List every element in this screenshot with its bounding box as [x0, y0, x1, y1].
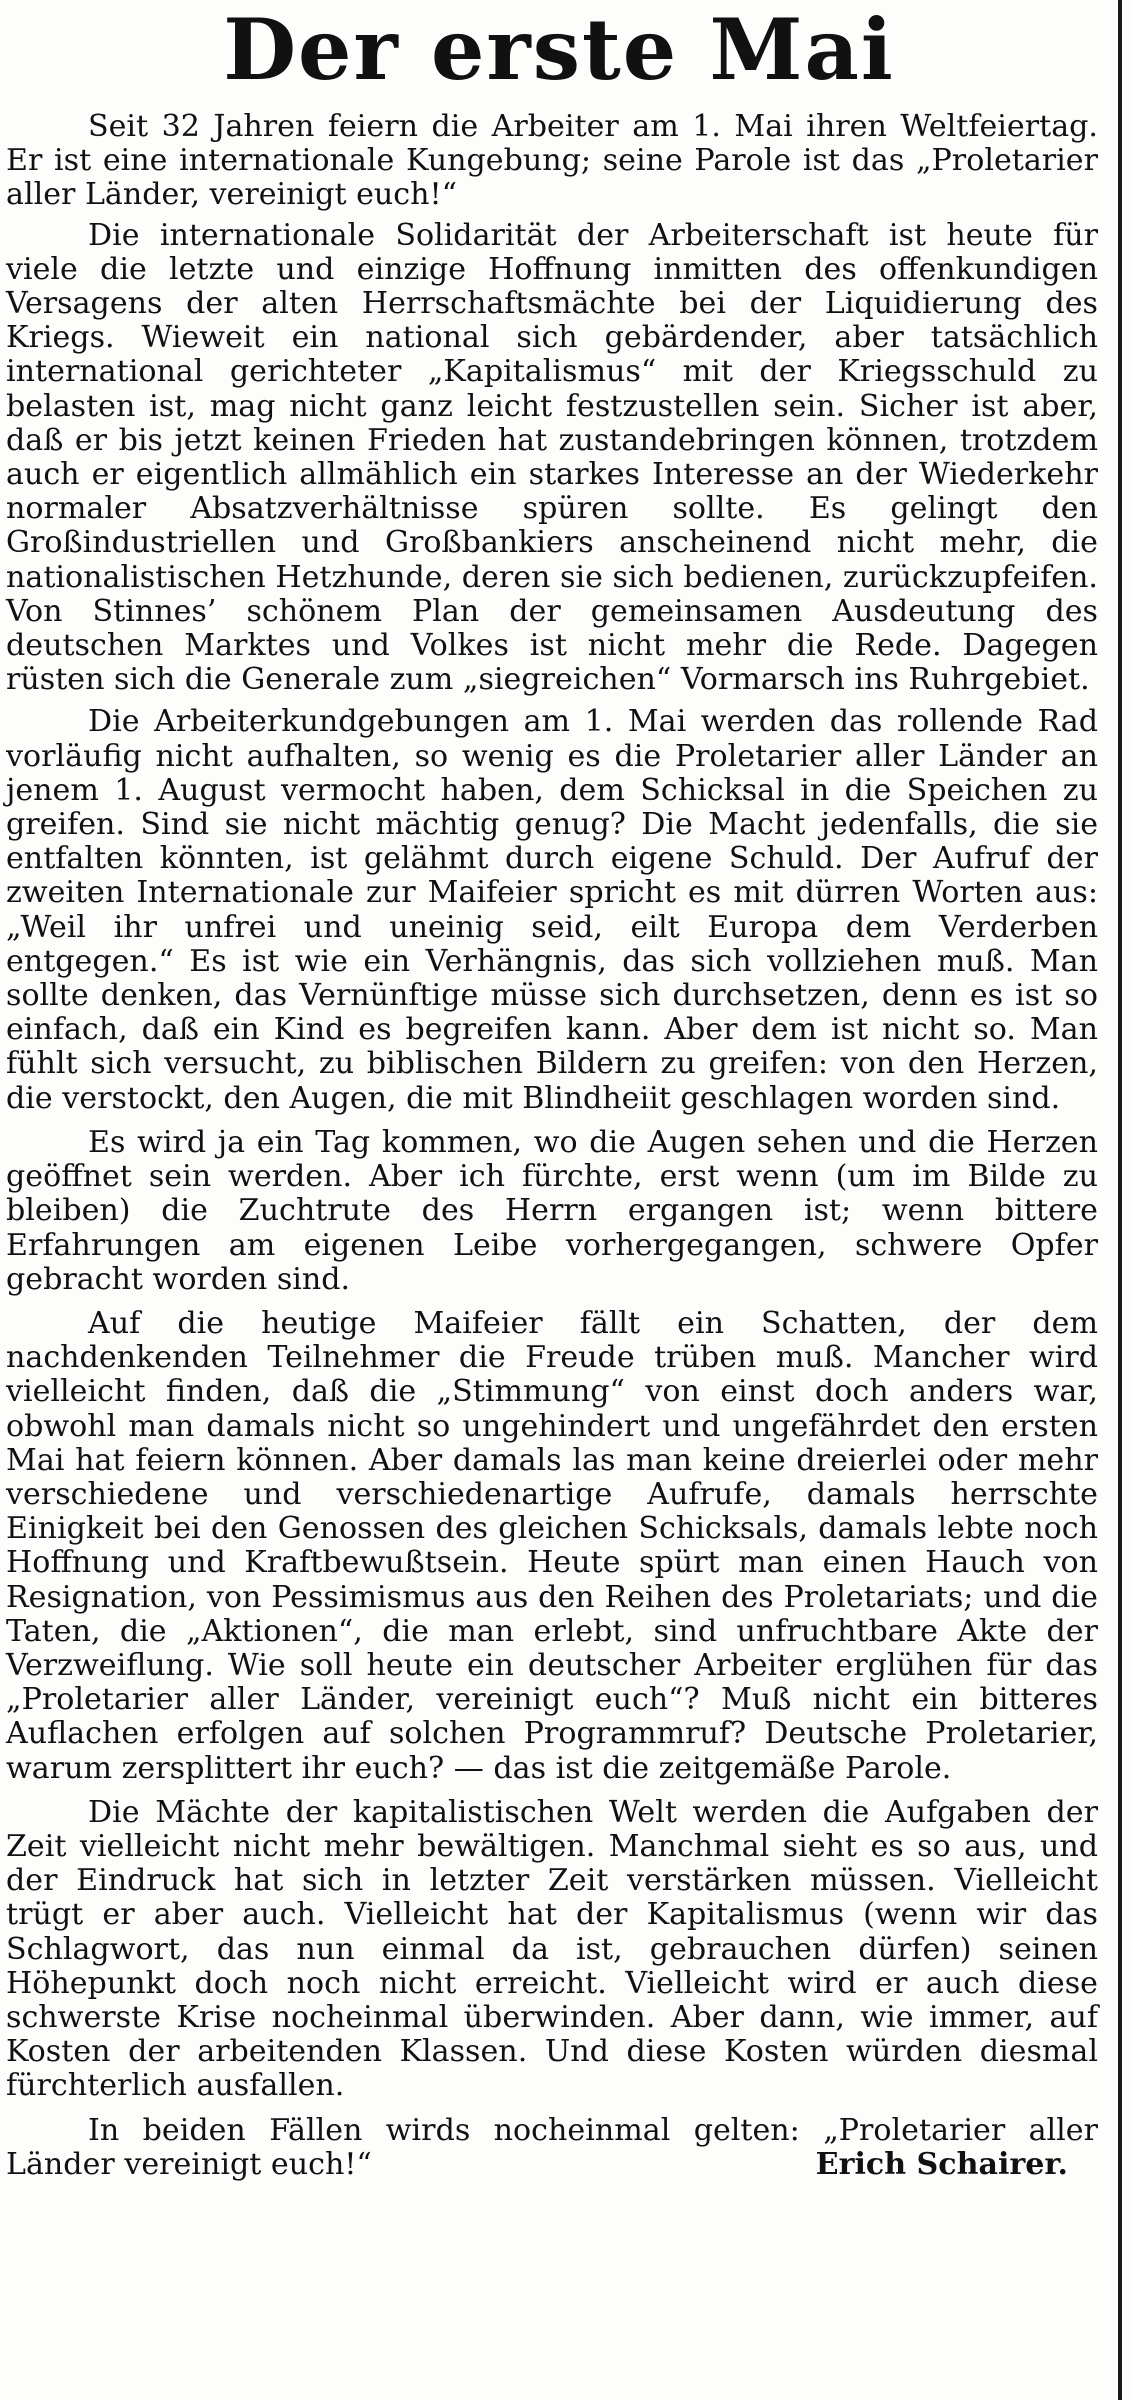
- author-signature: Erich Schairer.: [815, 2146, 1068, 2182]
- column-rule: [1118, 0, 1122, 2400]
- closing-text: In beiden Fällen wirds nocheinmal gelten: „Proletarier aller Länder vereinigt euch!“: [6, 2112, 1098, 2182]
- paragraph-4: Es wird ja ein Tag kommen, wo die Augen sehen und die Herzen geöffnet sein werden. Aber ich fürchte, erst wenn (um im Bilde zu bleiben) die Zuchtrute des Herrn ergangen ist; wenn bittere Erfahrungen am eigenen Leibe vorhergegangen, schwere Opfer gebracht worden sind.: [6, 1124, 1098, 1297]
- paragraph-5: Auf die heutige Maifeier fällt ein Schatten, der dem nachdenkenden Teilnehmer die Freude trüben muß. Mancher wird vielleicht finden, daß die „Stimmung“ von einst doch anders war, obwohl man damals nicht so ungehindert und ungefährdet den ersten Mai hat feiern können. Aber damals las man keine dreierlei oder mehr verschiedene und verschiedenartige Aufrufe, damals herrschte Einigkeit bei den Genossen des gleichen Schicksals, damals lebte noch Hoffnung und Kraftbewußtsein. Heute spürt man einen Hauch von Resignation, von Pessimismus aus den Reihen des Proletariats; und die Taten, die „Aktionen“, die man erlebt, sind unfruchtbare Akte der Verzweiflung. Wie soll heute ein deutscher Arbeiter erglühen für das „Proletarier aller Länder, vereinigt euch“? Muß nicht ein bitteres Auflachen erfolgen auf solchen Programmruf? Deutsche Proletarier, warum zersplittert ihr euch? — das ist die zeitgemäße Parole.: [6, 1305, 1098, 1786]
- paragraph-6: Die Mächte der kapitalistischen Welt werden die Aufgaben der Zeit vielleicht nicht mehr bewältigen. Manchmal sieht es so aus, und der Eindruck hat sich in letzter Zeit verstärken müssen. Vielleicht trügt er aber auch. Vielleicht hat der Kapitalismus (wenn wir das Schlagwort, das nun einmal da ist, gebrauchen dürfen) seinen Höhepunkt doch noch nicht erreicht. Vielleicht wird er auch diese schwerste Krise nocheinmal überwinden. Aber dann, wie immer, auf Kosten der arbeitenden Klassen. Und diese Kosten würden diesmal fürchterlich ausfallen.: [6, 1794, 1098, 2104]
- closing-paragraph: [6, 2114, 1098, 2182]
- article-headline: Der erste Mai: [223, 0, 895, 99]
- paragraph-3: Die Arbeiterkundgebungen am 1. Mai werden das rollende Rad vorläufig nicht aufhalten, so wenig es die Proletarier aller Länder an jenem 1. August vermocht haben, dem Schicksal in die Speichen zu greifen. Sind sie nicht mächtig genug? Die Macht jedenfalls, die sie entfalten könnten, ist gelähmt durch eigene Schuld. Der Aufruf der zweiten Internationale zur Maifeier spricht es mit dürren Worten aus: „Weil ihr unfrei und uneinig seid, eilt Europa dem Verderben entgegen.“ Es ist wie ein Verhängnis, das sich vollziehen muß. Man sollte denken, das Vernünftige müsse sich durchsetzen, denn es ist so einfach, daß ein Kind es begreifen kann. Aber dem ist nicht so. Man fühlt sich versucht, zu biblischen Bildern zu greifen: von den Herzen, die verstockt, den Augen, die mit Blindheiit geschlagen worden sind.: [6, 704, 1098, 1116]
- article-body: [6, 110, 1098, 2182]
- paragraph-1: Seit 32 Jahren feiern die Arbeiter am 1. Mai ihren Weltfeiertag. Er ist eine internationale Kungebung; seine Parole ist das „Proletarier aller Länder, vereinigt euch!“: [6, 109, 1098, 213]
- paragraph-2: Die internationale Solidarität der Arbeiterschaft ist heute für viele die letzte und einzige Hoffnung inmitten des offenkundigen Versagens der alten Herrschaftsmächte bei der Liquidierung des Kriegs. Wieweit ein national sich gebärdender, aber tatsächlich international gerichteter „Kapitalismus“ mit der Kriegsschuld zu belasten ist, mag nicht ganz leicht festzustellen sein. Sicher ist aber, daß er bis jetzt keinen Frieden hat zustandebringen können, trotzdem auch er eigentlich allmählich ein starkes Interesse an der Wiederkehr normaler Absatzverhältnisse spüren sollte. Es gelingt den Großindustriellen und Großbankiers anscheinend nicht mehr, die nationalistischen Hetzhunde, deren sie sich bedienen, zurückzupfeifen. Von Stinnes’ schönem Plan der gemeinsamen Ausdeutung des deutschen Marktes und Volkes ist nicht mehr die Rede. Dagegen rüsten sich die Generale zum „siegreichen“ Vormarsch ins Ruhrgebiet.: [6, 217, 1098, 698]
